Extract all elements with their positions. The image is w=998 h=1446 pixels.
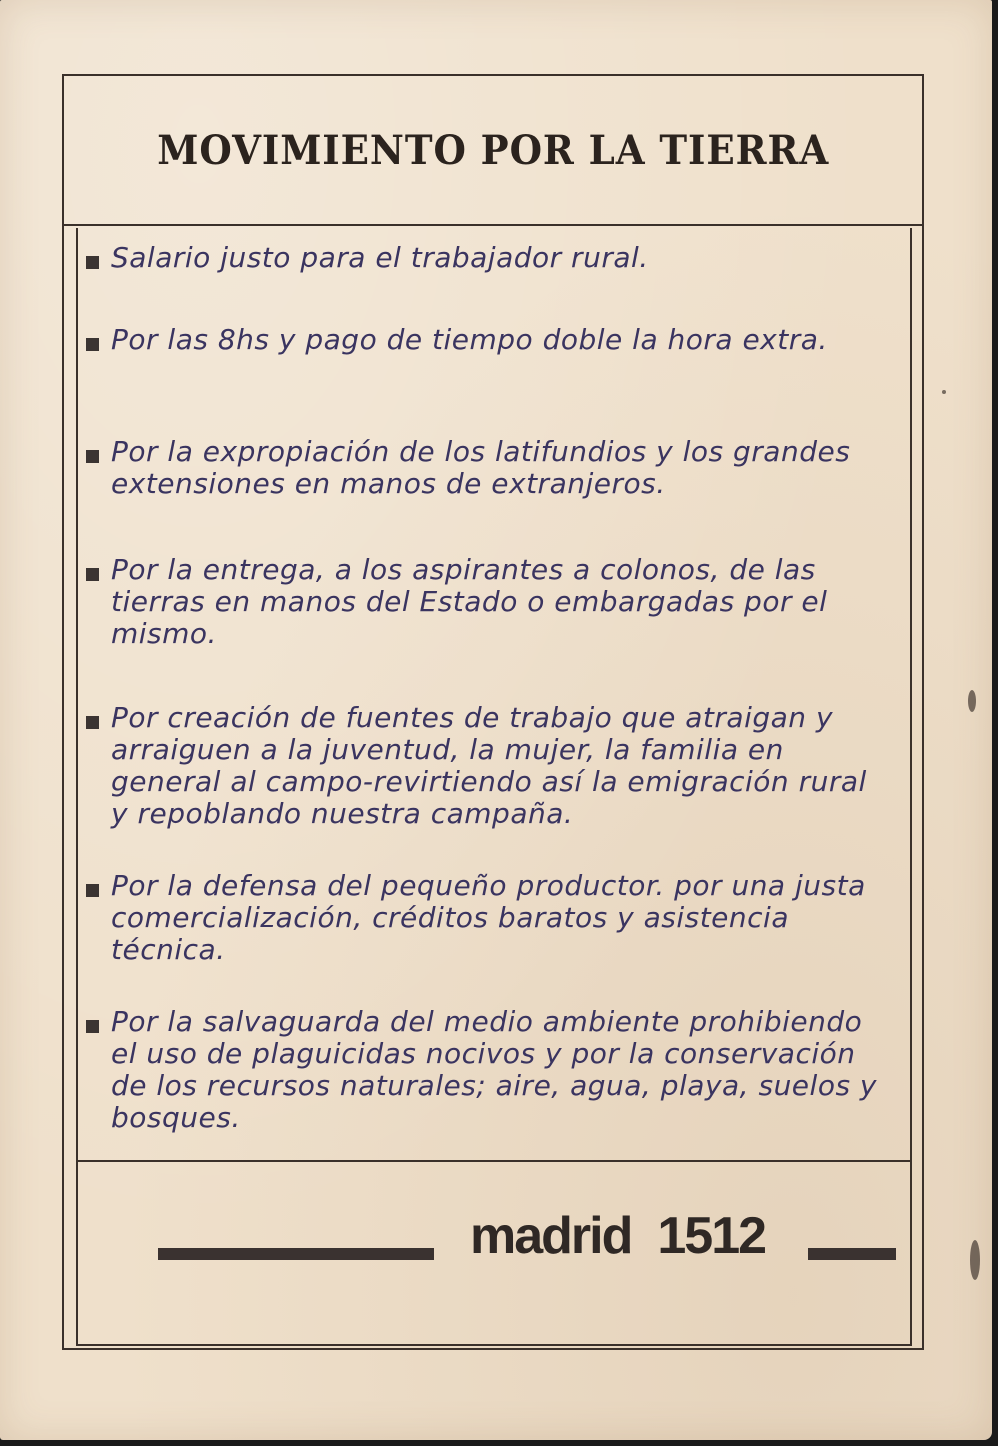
list-item [78, 234, 910, 274]
paper-blemish [942, 390, 946, 394]
decorative-bar [158, 1248, 434, 1260]
footer-box [76, 1162, 912, 1346]
square-bullet-icon [86, 450, 99, 463]
list-item [78, 428, 910, 500]
demands-list [76, 228, 912, 1162]
list-item [78, 316, 910, 356]
list-item [78, 998, 910, 1134]
list-item-text: Por la salvaguarda del medio ambiente prohibiendo el uso de plaguicidas nocivos y por la conservación de los recursos naturales; aire, agua, playa, suelos y bosques. [111, 1005, 878, 1134]
list-item [78, 694, 910, 830]
square-bullet-icon [86, 884, 99, 897]
decorative-bar [808, 1248, 896, 1260]
list-item [78, 546, 910, 650]
header-box [64, 76, 922, 226]
square-bullet-icon [86, 256, 99, 269]
list-item-text: Por las 8hs y pago de tiempo doble la hora extra. [111, 323, 828, 356]
brand-number: 1512 [657, 1207, 766, 1265]
square-bullet-icon [86, 1020, 99, 1033]
square-bullet-icon [86, 568, 99, 581]
list-item-text: Salario justo para el trabajador rural. [111, 241, 649, 274]
paper-blemish [968, 690, 976, 712]
brand-logo [470, 1206, 765, 1266]
brand-name: madrid [470, 1207, 632, 1265]
paper-blemish [970, 1240, 980, 1280]
list-item [78, 862, 910, 966]
list-item-text: Por creación de fuentes de trabajo que atraigan y arraiguen a la juventud, la mujer, la familia en general al campo-revirtiendo así la emigración rural y repoblando nuestra campaña. [111, 701, 867, 830]
square-bullet-icon [86, 716, 99, 729]
document-frame [62, 74, 924, 1350]
list-item-text: Por la defensa del pequeño productor. por una justa comercialización, créditos baratos y asistencia técnica. [111, 869, 866, 966]
list-item-text: Por la expropiación de los latifundios y los grandes extensiones en manos de extranjeros. [111, 435, 851, 500]
square-bullet-icon [86, 338, 99, 351]
list-item-text: Por la entrega, a los aspirantes a colonos, de las tierras en manos del Estado o embargadas por el mismo. [111, 553, 828, 650]
page-title: MOVIMIENTO POR LA TIERRA [157, 126, 829, 174]
